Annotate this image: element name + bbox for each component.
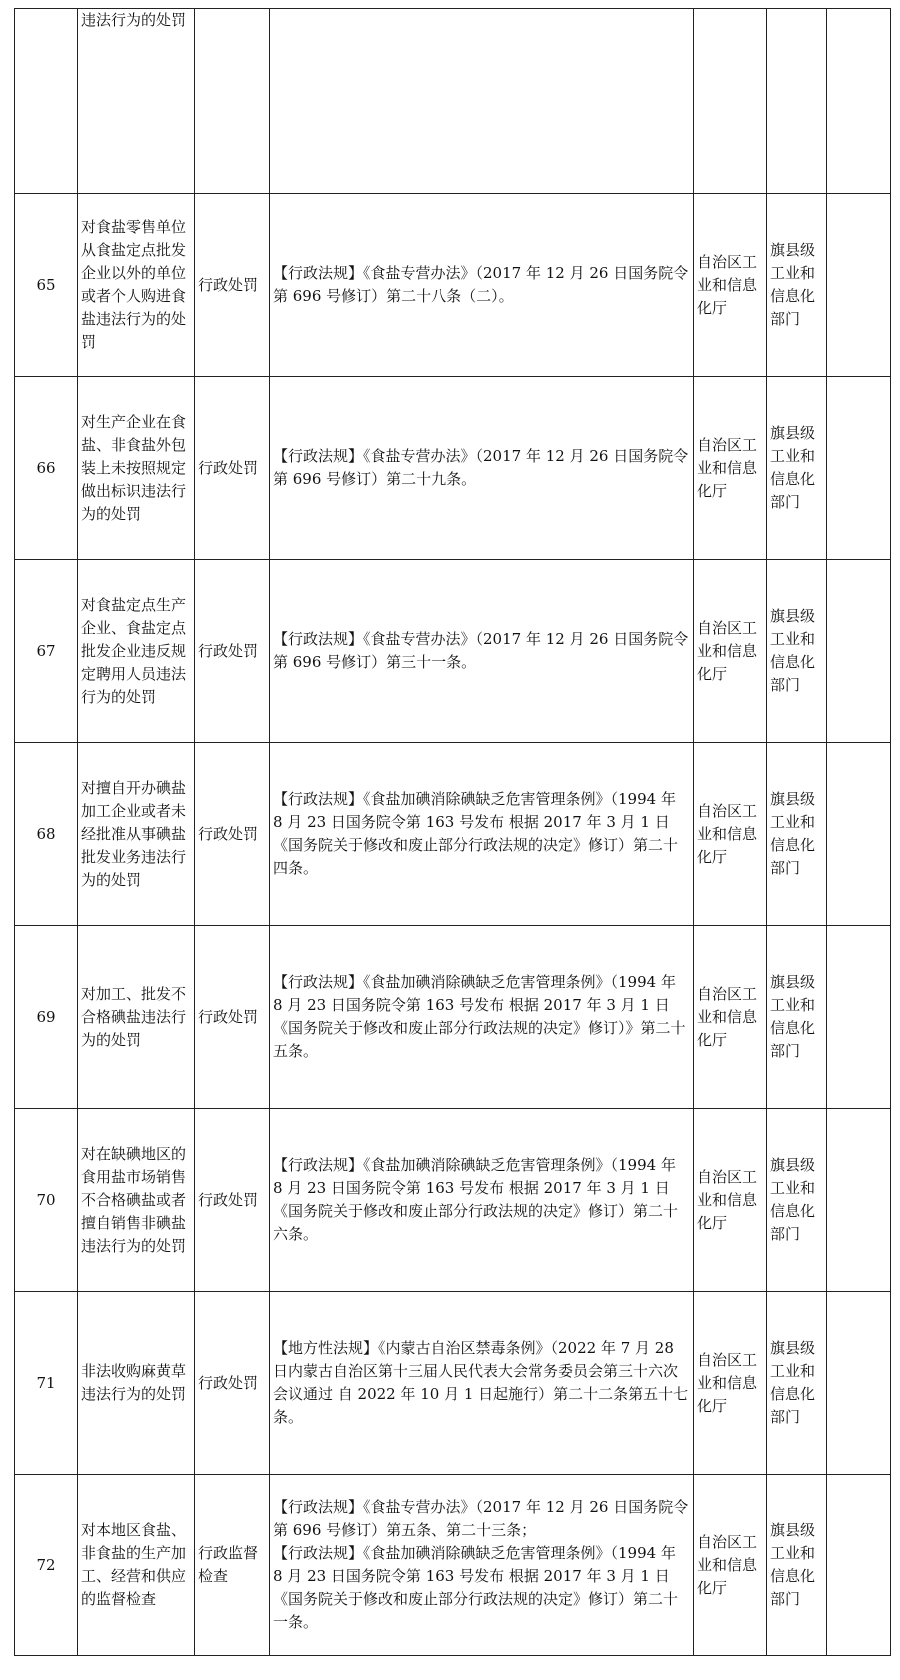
department bbox=[694, 9, 767, 194]
item-name: 对本地区食盐、非食盐的生产加工、经营和供应的监督检查 bbox=[78, 1475, 195, 1656]
legal-basis-line: 【行政法规】《食盐专营办法》（2017 年 12 月 26 日国务院令第 696 号修订）第二十九条。 bbox=[273, 447, 689, 488]
legal-basis-line: 【行政法规】《食盐加碘消除碘缺乏危害管理条例》（1994 年 8 月 23 日国务院令第 163 号发布 根据 2017 年 3 月 1 日《国务院关于修改和废止部分行政法规的决定》修订）》第二十五条。 bbox=[273, 973, 686, 1060]
item-name: 对加工、批发不合格碘盐违法行为的处罚 bbox=[78, 926, 195, 1109]
department: 自治区工业和信息化厅 bbox=[694, 1292, 767, 1475]
table-row bbox=[15, 743, 891, 926]
department: 自治区工业和信息化厅 bbox=[694, 560, 767, 743]
legal-basis bbox=[270, 194, 694, 377]
remarks bbox=[827, 926, 891, 1109]
table-row bbox=[15, 194, 891, 377]
power-type bbox=[195, 9, 270, 194]
item-name: 违法行为的处罚 bbox=[78, 9, 195, 194]
implementing-level bbox=[767, 9, 827, 194]
item-name: 非法收购麻黄草违法行为的处罚 bbox=[78, 1292, 195, 1475]
power-type: 行政处罚 bbox=[195, 743, 270, 926]
department: 自治区工业和信息化厅 bbox=[694, 1109, 767, 1292]
table-row bbox=[15, 1292, 891, 1475]
department: 自治区工业和信息化厅 bbox=[694, 377, 767, 560]
remarks bbox=[827, 743, 891, 926]
implementing-level: 旗县级工业和信息化部门 bbox=[767, 743, 827, 926]
admin-power-table bbox=[14, 8, 891, 1656]
legal-basis-line: 【行政法规】《食盐专营办法》（2017 年 12 月 26 日国务院令第 696 号修订）第三十一条。 bbox=[273, 630, 689, 671]
table-row bbox=[15, 1475, 891, 1656]
item-name: 对食盐定点生产企业、食盐定点批发企业违反规定聘用人员违法行为的处罚 bbox=[78, 560, 195, 743]
row-number: 65 bbox=[15, 194, 78, 377]
row-number bbox=[15, 9, 78, 194]
remarks bbox=[827, 1475, 891, 1656]
remarks bbox=[827, 1292, 891, 1475]
legal-basis bbox=[270, 926, 694, 1109]
power-type: 行政处罚 bbox=[195, 560, 270, 743]
remarks bbox=[827, 377, 891, 560]
power-type: 行政处罚 bbox=[195, 926, 270, 1109]
legal-basis-line: 【行政法规】《食盐加碘消除碘缺乏危害管理条例》（1994 年 8 月 23 日国务院令第 163 号发布 根据 2017 年 3 月 1 日《国务院关于修改和废止部分行政法规的决定》修订）第二十四条。 bbox=[273, 790, 679, 877]
department: 自治区工业和信息化厅 bbox=[694, 1475, 767, 1656]
power-type: 行政监督检查 bbox=[195, 1475, 270, 1656]
row-number: 68 bbox=[15, 743, 78, 926]
remarks bbox=[827, 560, 891, 743]
power-type: 行政处罚 bbox=[195, 377, 270, 560]
implementing-level: 旗县级工业和信息化部门 bbox=[767, 560, 827, 743]
table-row bbox=[15, 560, 891, 743]
item-name: 对食盐零售单位从食盐定点批发企业以外的单位或者个人购进食盐违法行为的处罚 bbox=[78, 194, 195, 377]
remarks bbox=[827, 1109, 891, 1292]
department: 自治区工业和信息化厅 bbox=[694, 194, 767, 377]
power-type: 行政处罚 bbox=[195, 1292, 270, 1475]
legal-basis bbox=[270, 743, 694, 926]
department: 自治区工业和信息化厅 bbox=[694, 743, 767, 926]
power-type: 行政处罚 bbox=[195, 194, 270, 377]
row-number: 67 bbox=[15, 560, 78, 743]
table-row bbox=[15, 377, 891, 560]
legal-basis-line: 【地方性法规】《内蒙古自治区禁毒条例》（2022 年 7 月 28 日内蒙古自治区第十三届人民代表大会常务委员会第三十六次会议通过 自 2022 年 10 月 1 日起施行）第二十二条第五十七条。 bbox=[273, 1339, 689, 1426]
legal-basis bbox=[270, 1292, 694, 1475]
legal-basis bbox=[270, 1475, 694, 1656]
row-number: 69 bbox=[15, 926, 78, 1109]
legal-basis bbox=[270, 9, 694, 194]
legal-basis-line: 【行政法规】《食盐加碘消除碘缺乏危害管理条例》（1994 年 8 月 23 日国务院令第 163 号发布 根据 2017 年 3 月 1 日《国务院关于修改和废止部分行政法规的决定》修订）第二十一条。 bbox=[273, 1544, 679, 1631]
item-name: 对在缺碘地区的食用盐市场销售不合格碘盐或者擅自销售非碘盐违法行为的处罚 bbox=[78, 1109, 195, 1292]
table-row bbox=[15, 926, 891, 1109]
item-name: 对生产企业在食盐、非食盐外包装上未按照规定做出标识违法行为的处罚 bbox=[78, 377, 195, 560]
legal-basis bbox=[270, 560, 694, 743]
legal-basis-line: 【行政法规】《食盐加碘消除碘缺乏危害管理条例》（1994 年 8 月 23 日国务院令第 163 号发布 根据 2017 年 3 月 1 日《国务院关于修改和废止部分行政法规的决定》修订）第二十六条。 bbox=[273, 1156, 679, 1243]
department: 自治区工业和信息化厅 bbox=[694, 926, 767, 1109]
power-type: 行政处罚 bbox=[195, 1109, 270, 1292]
remarks bbox=[827, 9, 891, 194]
table-row bbox=[15, 1109, 891, 1292]
implementing-level: 旗县级工业和信息化部门 bbox=[767, 194, 827, 377]
implementing-level: 旗县级工业和信息化部门 bbox=[767, 1292, 827, 1475]
row-number: 72 bbox=[15, 1475, 78, 1656]
row-number: 71 bbox=[15, 1292, 78, 1475]
legal-basis bbox=[270, 377, 694, 560]
implementing-level: 旗县级工业和信息化部门 bbox=[767, 377, 827, 560]
implementing-level: 旗县级工业和信息化部门 bbox=[767, 1475, 827, 1656]
legal-basis bbox=[270, 1109, 694, 1292]
implementing-level: 旗县级工业和信息化部门 bbox=[767, 1109, 827, 1292]
row-number: 70 bbox=[15, 1109, 78, 1292]
legal-basis-line: 【行政法规】《食盐专营办法》（2017 年 12 月 26 日国务院令第 696 号修订）第五条、第二十三条； bbox=[273, 1498, 689, 1539]
row-number: 66 bbox=[15, 377, 78, 560]
item-name: 对擅自开办碘盐加工企业或者未经批准从事碘盐批发业务违法行为的处罚 bbox=[78, 743, 195, 926]
implementing-level: 旗县级工业和信息化部门 bbox=[767, 926, 827, 1109]
document-page bbox=[14, 8, 890, 1656]
remarks bbox=[827, 194, 891, 377]
table-row bbox=[15, 9, 891, 194]
legal-basis-line: 【行政法规】《食盐专营办法》（2017 年 12 月 26 日国务院令第 696 号修订）第二十八条（二）。 bbox=[273, 264, 689, 305]
